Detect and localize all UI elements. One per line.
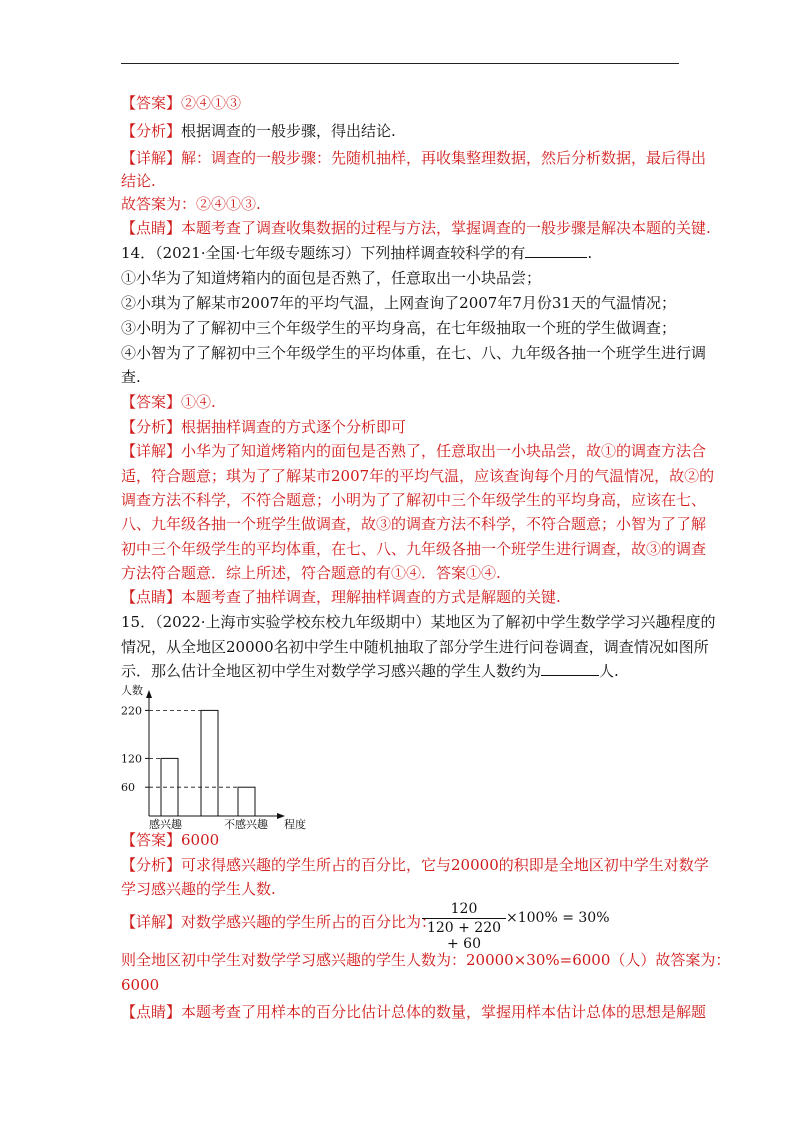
- q14-detail-line4: 八、九年级各抽一个班学生做调查，故③的调查方法不科学，不符合题意；小智为了了解: [121, 515, 707, 533]
- q13-detail-line1: 【详解】解：调查的一般步骤：先随机抽样，再收集整理数据，然后分析数据，最后得出: [121, 149, 707, 167]
- answer-blank: [525, 243, 587, 258]
- category-label: 感兴趣: [149, 818, 182, 830]
- answer-blank: [541, 661, 599, 676]
- q14-detail-line6: 方法符合题意．综上所述，符合题意的有①④．答案①④.: [121, 564, 501, 582]
- q14-detail-line2: 适，符合题意；琪为了了解某市2007年的平均气温，应该查询每个月的气温情况，故②的: [121, 467, 715, 485]
- bar-2: [201, 710, 218, 816]
- q14-option-4-line1: ④小智为了了解初中三个年级学生的平均体重，在七、八、九年级各抽一个班学生进行调: [121, 344, 707, 362]
- percentage-fraction: [422, 901, 506, 952]
- fraction-numerator: 120: [422, 901, 506, 919]
- q14-detail-line1: 【详解】小华为了知道烤箱内的面包是否熟了，任意取出一小块品尝，故①的调查方法合: [121, 442, 707, 460]
- q13-comment: 【点睛】本题考查了调查收集数据的过程与方法，掌握调查的一般步骤是解决本题的关键.: [121, 219, 711, 237]
- q14-comment: 【点睛】本题考查了抽样调查，理解抽样调查的方式是解题的关键.: [121, 588, 561, 606]
- fraction-result: ×100% = 30%: [506, 910, 610, 926]
- q14-detail-line3: 调查方法不科学，不符合题意；小明为了了解初中三个年级学生的平均身高，应该在七、: [121, 491, 707, 509]
- x-axis-label: 程度: [284, 818, 306, 830]
- q14-option-4-line2: 查.: [121, 368, 141, 386]
- q15-detail-line1: 【详解】对数学感兴趣的学生所占的百分比为：: [121, 913, 437, 931]
- y-tick-label: 120: [121, 752, 142, 766]
- y-tick-label: 60: [121, 781, 135, 795]
- q15-stem-line2: 情况，从全地区20000名初中学生中随机抽取了部分学生进行问卷调查，调查情况如图所: [121, 638, 709, 656]
- y-tick-label: 220: [121, 704, 142, 718]
- q14-option-3: ③小明为了了解初中三个年级学生的平均身高，在七年级抽取一个班的学生做调查；: [121, 319, 677, 337]
- q15-comment: 【点睛】本题考查了用样本的百分比估计总体的数量，掌握用样本估计总体的思想是解题: [121, 1003, 707, 1021]
- q14-answer: 【答案】①④.: [121, 393, 216, 411]
- q15-detail-line2: 则全地区初中学生对数学学习感兴趣的学生人数为：20000×30%=6000（人）故答案为：: [121, 951, 731, 969]
- y-axis-arrow: [146, 690, 152, 698]
- q14-stem: 14．（2021·全国·七年级专题练习）下列抽样调查较科学的有 .: [121, 244, 593, 262]
- q14-analysis: 【分析】根据抽样调查的方式逐个分析即可: [121, 418, 407, 436]
- q13-detail-line2: 结论.: [121, 172, 156, 190]
- q14-option-1: ①小华为了知道烤箱内的面包是否熟了，任意取出一小块品尝；: [121, 269, 542, 287]
- bar-chart: [121, 682, 311, 830]
- q15-answer: 【答案】6000: [121, 831, 220, 849]
- q13-answer: 【答案】②④①③: [121, 94, 242, 112]
- q14-detail-line5: 初中三个年级学生的平均体重，在七、八、九年级各抽一个班学生进行调查，故③的调查: [121, 540, 707, 558]
- bar-3: [238, 787, 255, 816]
- q15-stem-line1: 15．（2022·上海市实验学校东校九年级期中）某地区为了解初中学生数学学习兴趣程度的: [121, 613, 716, 631]
- category-label: 不感兴趣: [224, 818, 268, 830]
- y-axis-label: 人数: [121, 684, 143, 697]
- fraction-denominator: 120 + 220 + 60: [426, 920, 502, 952]
- q13-analysis: 【分析】根据调查的一般步骤，得出结论.: [121, 122, 396, 140]
- q15-analysis-line2: 学习感兴趣的学生人数.: [121, 880, 276, 898]
- q15-detail-line3: 6000: [121, 976, 160, 994]
- q14-option-2: ②小琪为了解某市2007年的平均气温，上网查询了2007年7月份31天的气温情况；: [121, 294, 676, 312]
- q15-stem-line3: 示．那么估计全地区初中学生对数学学习感兴趣的学生人数约为 人.: [121, 662, 619, 680]
- q13-final: 故答案为：②④①③.: [121, 195, 261, 213]
- header-rule: [121, 63, 679, 64]
- q15-analysis-line1: 【分析】可求得感兴趣的学生所占的百分比，它与20000的积即是全地区初中学生对数学: [121, 856, 709, 874]
